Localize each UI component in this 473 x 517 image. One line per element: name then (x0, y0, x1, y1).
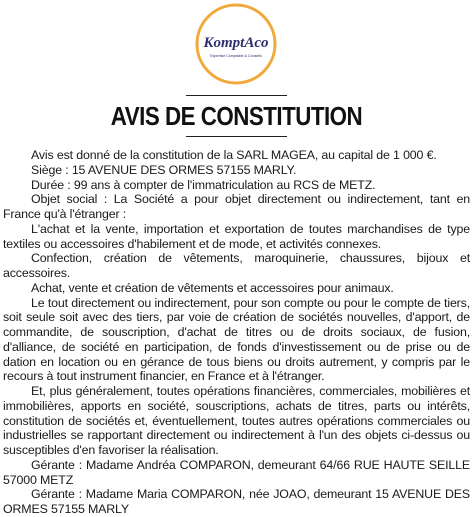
paragraph-achat-vente: L'achat et la vente, importation et exportation de toutes marchandises de type textiles ou accessoires d'habilement et de mode, et activités connexes. (3, 221, 470, 251)
paragraph-gerante-1: Gérante : Madame Andréa COMPARON, demeurant 64/66 RUE HAUTE SEILLE 57000 METZ (3, 457, 470, 487)
paragraph-animaux: Achat, vente et création de vêtements et accessoires pour animaux. (31, 280, 394, 295)
notice-body (3, 148, 470, 517)
paragraph-duree: Durée : 99 ans à compter de l'immatriculation au RCS de METZ. (31, 177, 376, 192)
title-divider (186, 136, 287, 137)
logo-tagline: Expertise Comptable & Conseils (210, 54, 262, 58)
paragraph-operations: Et, plus généralement, toutes opérations financières, commerciales, mobilières et immobilières, apports en société, souscriptions, achats de titres, parts ou intérêts, constitution de sociétés et, éventuellement, toutes autres opérations commerciales ou industrielles se rapportant directement ou indirectement à l'un des objets ci-dessus ou susceptibles d'en favoriser la réalisation. (3, 384, 470, 457)
company-logo (194, 2, 278, 86)
paragraph-gerante-2: Gérante : Madame Maria COMPARON, née JOAO, demeurant 15 AVENUE DES ORMES 57155 MARLY (3, 487, 470, 516)
paragraph-objet-social: Objet social : La Société a pour objet directement ou indirectement, tant en France qu'à l'étranger : (3, 192, 470, 221)
paragraph-confection: Confection, création de vêtements, maroquinerie, chaussures, bijoux et accessoires. (3, 251, 470, 280)
paragraph-tiers: Le tout directement ou indirectement, pour son compte ou pour le compte de tiers, soit seule soit avec des tiers, par voie de création de sociétés nouvelles, d'apport, de commandite, de souscription, d'achat de titres ou de droits sociaux, de fusion, d'alliance, de société en participation, de fonds d'investissement ou de prise ou de dation en location ou en gérance de tous biens ou droits autrement, y compris par le recours à tout instrument financier, en France et à l'étranger. (3, 295, 470, 384)
paragraph-announcement: Avis est donné de la constitution de la SARL MAGEA, au capital de 1 000 €. (31, 148, 437, 162)
logo-divider (186, 95, 287, 96)
paragraph-siege: Siège : 15 AVENUE DES ORMES 57155 MARLY. (31, 162, 297, 177)
notice-title: AVIS DE CONSTITUTION (110, 101, 363, 131)
logo-brand: KomptAco (203, 35, 269, 51)
logo-badge (194, 2, 278, 86)
